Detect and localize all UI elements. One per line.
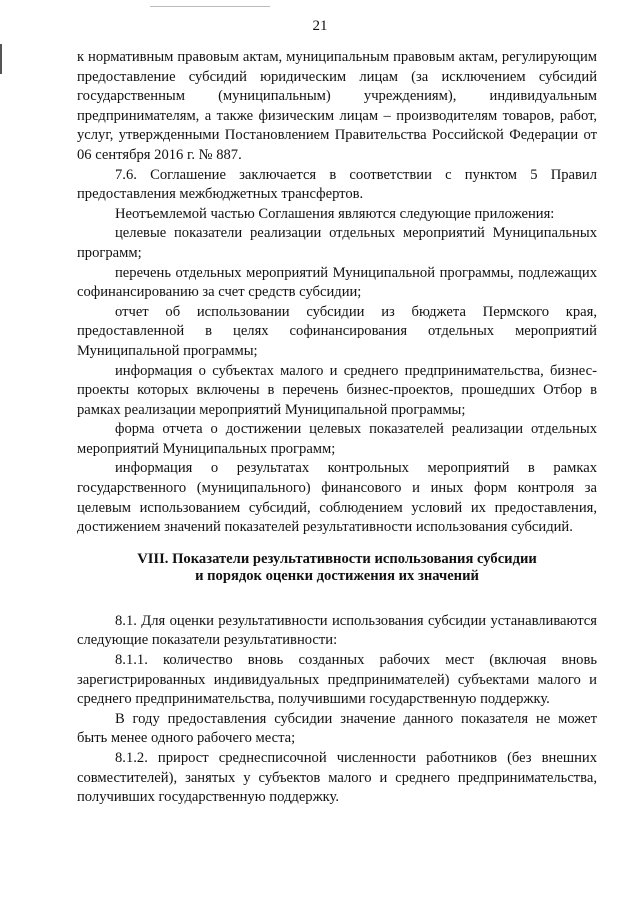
list-paragraph: отчет об использовании субсидии из бюджета Пермского края, предоставленной в целях софинансирования отдельных мероприятий Муниципальной программы;	[77, 303, 597, 359]
section-heading-line-1: VIII. Показатели результативности использования субсидии	[137, 550, 537, 567]
paragraph: 8.1.2. прирост среднесписочной численности работников (без внешних совместителей), занятых у субъектов малого и среднего предпринимательства, получивших государственную поддержку.	[77, 750, 597, 806]
paragraph: Неотъемлемой частью Соглашения являются следующие приложения:	[115, 205, 555, 222]
list-paragraph: форма отчета о достижении целевых показателей реализации отдельных мероприятий Муниципальных программ;	[77, 421, 597, 457]
section-heading	[77, 551, 597, 585]
paragraph: 8.1. Для оценки результативности использования субсидии устанавливаются следующие показатели результативности:	[77, 612, 597, 649]
paragraph: к нормативным правовым актам, муниципальным правовым актам, регулирующим предоставление субсидий юридическим лицам (за исключением субсидий государственным (муниципальным) учреждениям), индивидуальным предпринимателям, а также физическим лицам – производителям товаров, работ, услуг, утвержденными Постановлением Правительства Российской Федерации от 06 сентября 2016 г. № 887.	[77, 49, 597, 163]
list-paragraph: целевые показатели реализации отдельных мероприятий Муниципальных программ;	[77, 225, 597, 261]
page-number: 21	[312, 18, 328, 34]
list-paragraph: перечень отдельных мероприятий Муниципальной программы, подлежащих софинансированию за счет средств субсидии;	[77, 264, 597, 301]
paragraph: 7.6. Соглашение заключается в соответствии с пунктом 5 Правил предоставления межбюджетных трансфертов.	[77, 166, 597, 203]
list-paragraph: информация о результатах контрольных мероприятий в рамках государственного (муниципального) финансового и иных форм контроля за целевым использованием субсидий, соблюдением условий их предоставления, достижением значений показателей результативности использования субсидий.	[77, 460, 597, 536]
list-paragraph: информация о субъектах малого и среднего предпринимательства, бизнес-проекты которых включены в перечень бизнес-проектов, прошедших Отбор в рамках реализации мероприятий Муниципальной программы;	[77, 362, 597, 418]
document-body	[77, 48, 597, 808]
paragraph: В году предоставления субсидии значение данного показателя не может быть менее одного рабочего места;	[77, 710, 597, 747]
section-heading-line-2: и порядок оценки достижения их значений	[195, 567, 479, 584]
scan-edge-mark	[0, 44, 2, 74]
spacer	[77, 596, 597, 612]
paragraph: 8.1.1. количество вновь созданных рабочих мест (включая вновь зарегистрированных индивидуальных предпринимателей) субъектами малого и среднего предпринимательства, получившими государственную поддержку.	[77, 652, 597, 708]
scan-artifact-line	[150, 6, 270, 7]
